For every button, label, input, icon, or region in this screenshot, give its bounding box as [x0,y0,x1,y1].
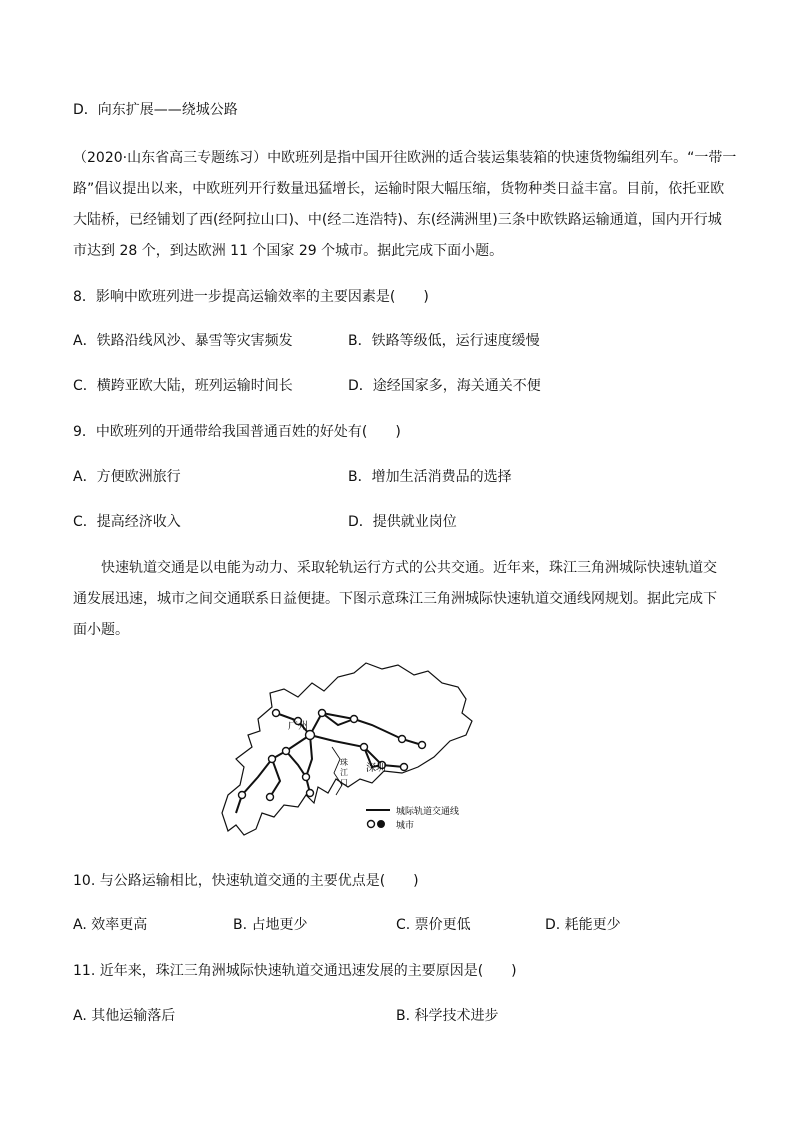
question-11-option-b: B. 科学技术进步 [396,1008,499,1024]
rail-line-coast [270,759,280,797]
label-zhujiangkou-1: 珠 [340,758,348,767]
city-node [319,710,326,717]
question-8-option-a: A．铁路沿线风沙、暴雪等灾害频发 [73,333,293,349]
question-10-stem: 10. 与公路运输相比，快速轨道交通的主要优点是( ) [73,873,419,889]
city-node [419,742,426,749]
legend-line-label: 城际轨道交通线 [396,807,460,817]
label-zhujiangkou-2: 江 [340,768,348,777]
passage-2-line-3: 面小题。 [73,622,129,638]
city-node [303,774,310,781]
passage-1-line-2: 路”倡议提出以来，中欧班列开行数量迅猛增长，运输时限大幅压缩，货物种类日益丰富。目前，依托亚欧 [73,181,725,197]
legend-city-label: 城市 [396,821,415,831]
question-8-option-d: D．途经国家多，海关通关不便 [348,378,541,394]
question-9-option-c: C．提高经济收入 [73,514,181,530]
question-8-option-c: C．横跨亚欧大陆，班列运输时间长 [73,378,293,394]
city-node [267,794,274,801]
question-11-stem: 11. 近年来，珠江三角洲城际快速轨道交通迅速发展的主要原因是( ) [73,963,517,979]
legend-city-symbol-1 [368,821,375,828]
question-11-option-a: A. 其他运输落后 [73,1008,176,1024]
rail-line-south [306,735,312,793]
city-node [361,744,368,751]
question-8-stem: 8．影响中欧班列进一步提高运输效率的主要因素是( ) [73,289,429,305]
prev-option-d: D．向东扩展——绕城公路 [73,102,238,118]
city-node [269,756,276,763]
pearl-river-delta-rail-map [214,655,496,851]
city-node [351,716,358,723]
rail-line-east [310,735,404,767]
question-10-option-c: C. 票价更低 [396,917,471,933]
label-guangzhou: 广州 [288,721,308,732]
city-node [307,790,314,797]
rail-line-west [236,735,310,813]
city-node [283,748,290,755]
city-node [239,792,246,799]
question-10-option-b: B. 占地更少 [233,917,308,933]
question-9-stem: 9．中欧班列的开通带给我国普通百姓的好处有( ) [73,424,401,440]
label-shenzhen: 深圳 [366,763,386,774]
passage-2-line-2: 通发展迅速，城市之间交通联系日益便捷。下图示意珠江三角洲城际快速轨道交通线网规划。据此完成下 [73,591,717,607]
question-10-option-a: A. 效率更高 [73,917,148,933]
question-9-option-d: D．提供就业岗位 [348,514,457,530]
city-node [273,710,280,717]
city-node [399,736,406,743]
city-node [401,764,408,771]
question-10-option-d: D. 耗能更少 [545,917,621,933]
label-zhujiangkou-3: 口 [340,778,348,787]
question-9-option-b: B．增加生活消费品的选择 [348,469,512,485]
rail-line-southwest [286,751,306,777]
question-8-option-b: B．铁路等级低，运行速度缓慢 [348,333,540,349]
passage-1-line-4: 市达到 28 个，到达欧洲 11 个国家 29 个城市。据此完成下面小题。 [73,243,504,259]
passage-1-line-3: 大陆桥，已经铺划了西(经阿拉山口)、中(经二连浩特)、东(经满洲里)三条中欧铁路运输通道，国内开行城 [73,212,722,228]
passage-1-line-1: （2020·山东省高三专题练习）中欧班列是指中国开往欧洲的适合装运集装箱的快速货物编组列车。“一带一 [73,150,737,166]
question-9-option-a: A．方便欧洲旅行 [73,469,181,485]
passage-2-line-1: 快速轨道交通是以电能为动力、采取轮轨运行方式的公共交通。近年来，珠江三角洲城际快速轨道交 [101,560,717,576]
legend-city-symbol-2 [378,821,385,828]
